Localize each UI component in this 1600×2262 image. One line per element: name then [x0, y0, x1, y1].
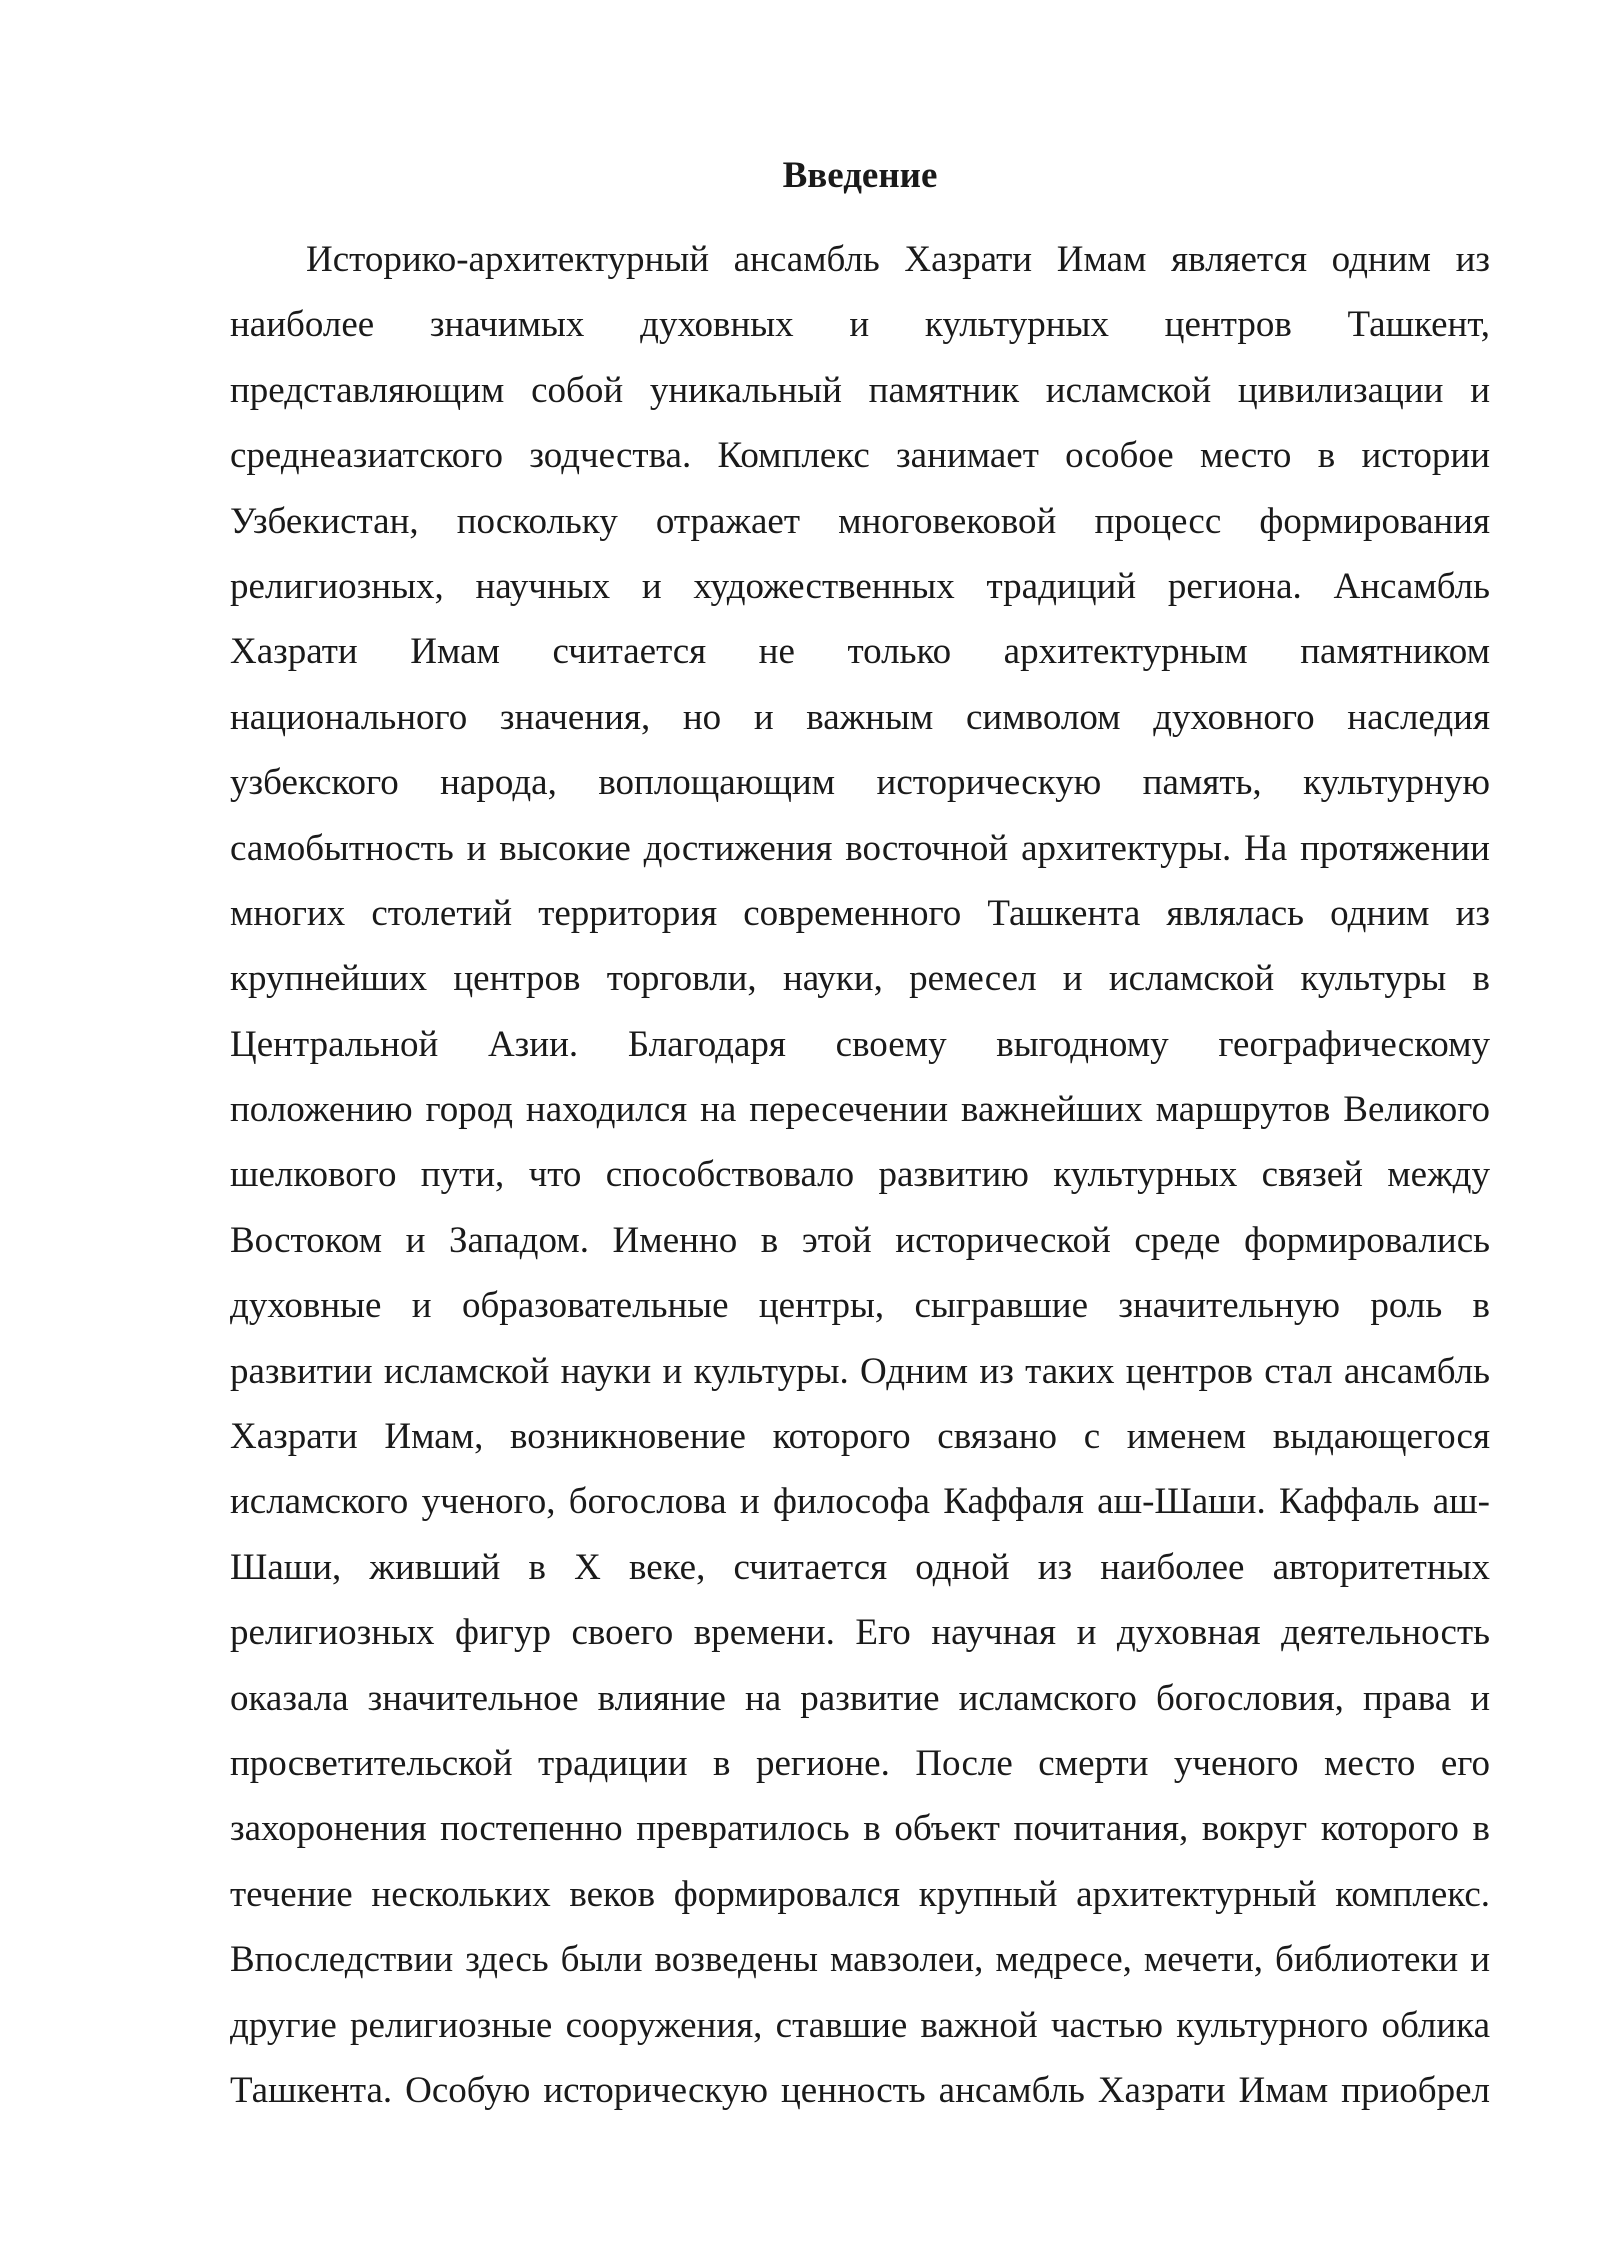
text-line: Хазрати Имам считается не только архитектурным памятником: [230, 631, 1490, 673]
text-line: оказала значительное влияние на развитие исламского богословия, права и: [230, 1677, 1490, 1719]
text-line: многих столетий территория современного Ташкента являлась одним из: [230, 892, 1490, 934]
text-line: исламского ученого, богослова и философа Каффаля аш-Шаши. Каффаль аш-: [230, 1481, 1490, 1523]
text-line: другие религиозные сооружения, ставшие важной частью культурного облика: [230, 2004, 1490, 2046]
text-line: Ташкента. Особую историческую ценность ансамбль Хазрати Имам приобрел: [230, 2069, 1490, 2111]
text-line: Узбекистан, поскольку отражает многовековой процесс формирования: [230, 500, 1490, 542]
text-line: Центральной Азии. Благодаря своему выгодному географическому: [230, 1023, 1490, 1065]
text-line: Шаши, живший в X веке, считается одной из наиболее авторитетных: [230, 1546, 1490, 1588]
text-line: захоронения постепенно превратилось в объект почитания, вокруг которого в: [230, 1808, 1490, 1850]
text-line: положению город находился на пересечении важнейших маршрутов Великого: [230, 1089, 1490, 1131]
text-line: представляющим собой уникальный памятник исламской цивилизации и: [230, 369, 1490, 411]
text-line: течение нескольких веков формировался крупный архитектурный комплекс.: [230, 1873, 1490, 1915]
text-line: духовные и образовательные центры, сыгравшие значительную роль в: [230, 1285, 1490, 1327]
text-line: среднеазиатского зодчества. Комплекс занимает особое место в истории: [230, 435, 1490, 477]
text-line: самобытность и высокие достижения восточной архитектуры. На протяжении: [230, 827, 1490, 869]
text-line: шелкового пути, что способствовало развитию культурных связей между: [230, 1154, 1490, 1196]
text-line: Востоком и Западом. Именно в этой исторической среде формировались: [230, 1219, 1490, 1261]
text-line: религиозных, научных и художественных традиций региона. Ансамбль: [230, 565, 1490, 607]
text-line: наиболее значимых духовных и культурных центров Ташкент,: [230, 304, 1490, 346]
text-line: Впоследствии здесь были возведены мавзолеи, медресе, мечети, библиотеки и: [230, 1939, 1490, 1981]
text-line: национального значения, но и важным символом духовного наследия: [230, 696, 1490, 738]
text-line: крупнейших центров торговли, науки, ремесел и исламской культуры в: [230, 958, 1490, 1000]
body-paragraph: [230, 234, 1490, 2130]
text-line: Историко-архитектурный ансамбль Хазрати Имам является одним из: [306, 239, 1490, 280]
text-line: Хазрати Имам, возникновение которого связано с именем выдающегося: [230, 1416, 1490, 1458]
page-title: Введение: [782, 155, 938, 196]
text-line: религиозных фигур своего времени. Его научная и духовная деятельность: [230, 1612, 1490, 1654]
text-line: развитии исламской науки и культуры. Одним из таких центров стал ансамбль: [230, 1350, 1490, 1392]
text-line: узбекского народа, воплощающим историческую память, культурную: [230, 762, 1490, 804]
text-line: просветительской традиции в регионе. После смерти ученого место его: [230, 1742, 1490, 1784]
